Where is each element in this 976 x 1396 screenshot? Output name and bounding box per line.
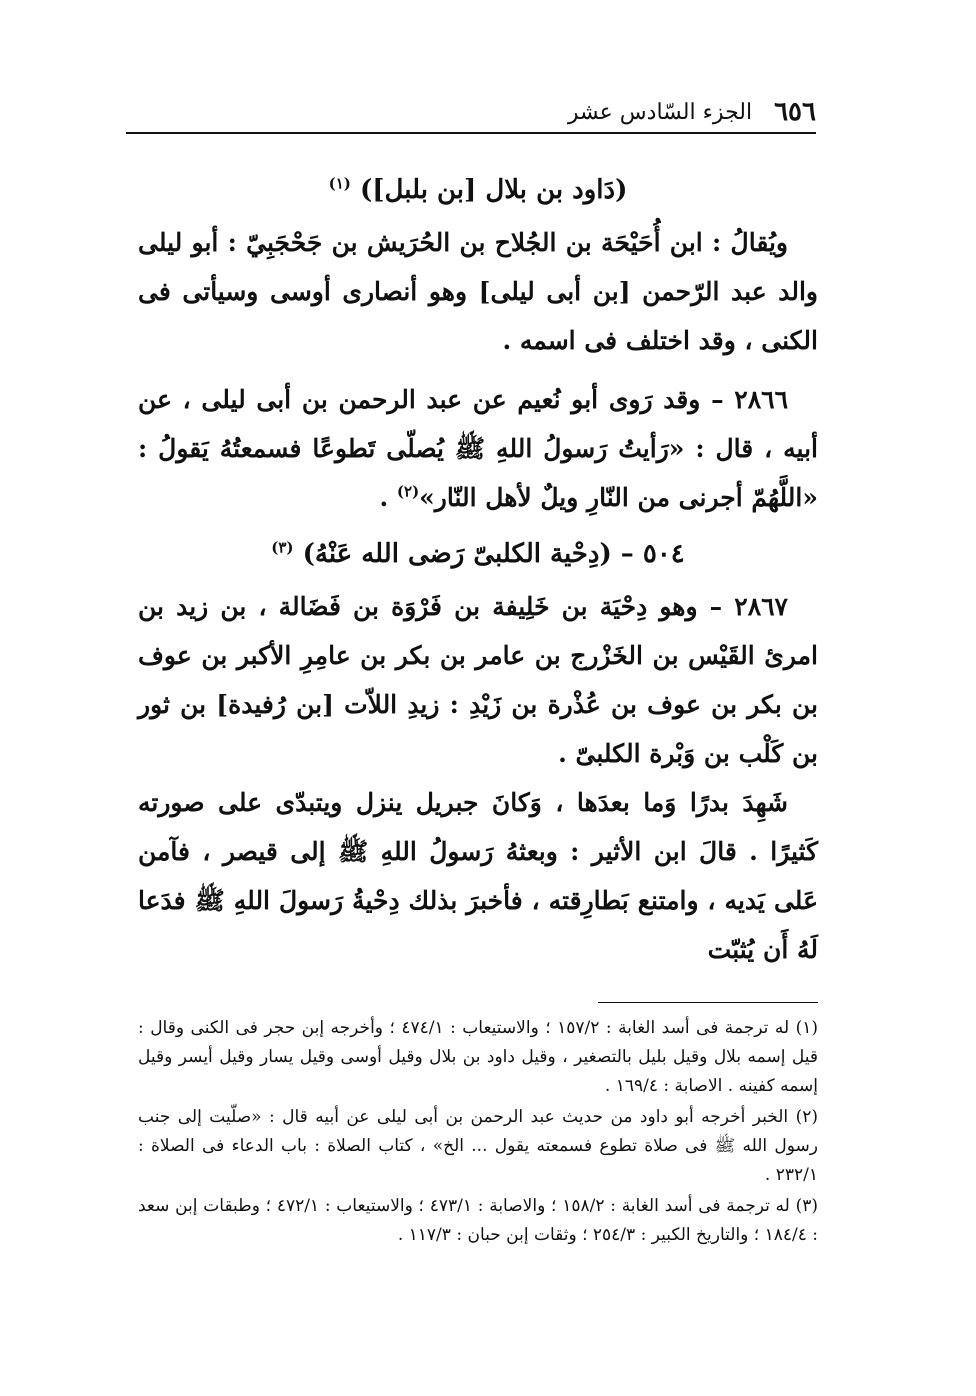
- entry-heading-dawud: [138, 168, 818, 212]
- entry-heading-dawud-text: (دَاود بن بلال [بن بلبل]): [359, 175, 628, 205]
- footnote-ref-1: (١): [328, 174, 351, 193]
- spacer: [138, 365, 818, 375]
- footnote-ref-2: (٢): [396, 482, 420, 501]
- hadith-2866: [138, 375, 818, 522]
- running-header: [126, 92, 816, 134]
- hadith-number-2867: ٢٨٦٧: [734, 592, 788, 621]
- footnotes: [138, 1014, 818, 1252]
- entry-heading-dihya: [138, 532, 818, 576]
- paragraph-dawud-lineage: ويُقالُ : ابن أُحَيْحَة بن الجُلاح بن الحُرَيش بن جَحْجَبِيّ : أبو ليلى والد عبد الرّحمن [بن أبى ليلى] وهو أنصارى أوسى وسيأتى فى الكنى ، وقد اختلف فى اسمه .: [138, 228, 818, 355]
- entry-heading-dihya-text: ٥٠٤ – (دِحْية الكلبىّ رَضى الله عَنْهُ): [302, 539, 685, 569]
- footnote-3: (٣) له ترجمة فى أسد الغابة : ١٥٨/٢ ؛ والاصابة : ٤٧٣/١ ؛ والاستيعاب : ٤٧٢/١ ؛ وطبقات إبن سعد : ١٨٤/٤ ؛ والتاريخ الكبير : ٢٥٤/٣ ؛ وثقات إبن حبان : ١١٧/٣ .: [138, 1196, 819, 1245]
- footnote-ref-3: (٣): [271, 538, 294, 557]
- running-title: الجزء السّادس عشر: [567, 99, 753, 125]
- hadith-number-2866: ٢٨٦٦: [734, 385, 788, 414]
- footnote-2: (٢) الخبر أخرجه أبو داود من حديث عبد الرحمن بن أبى ليلى عن أبيه قال : «صلّيت إلى جنب رسول الله ﷺ فى صلاة تطوع فسمعته يقول ... الخ» ، كتاب الصلاة : باب الدعاء فى الصلاة : ٢٣٢/١ .: [138, 1107, 818, 1185]
- main-text: [138, 168, 818, 974]
- paragraph-dihya-biography: شَهِدَ بدرًا وَما بعدَها ، وَكانَ جبريل ينزل ويتبدّى على صورته كَثيرًا . قالَ ابن الأثير : وبعثهُ رَسولُ اللهِ ﷺ إلى قيصر ، فآمن عَلى يَديه ، وامتنع بَطارِقته ، فأخبرَ بذلك دِحْيةُ رَسولَ اللهِ ﷺ فدَعا لَهُ أَن يُثبّت: [138, 788, 818, 964]
- spacer: [138, 522, 818, 532]
- hadith-2866-end: .: [379, 483, 397, 512]
- page-number: ٦٥٦: [774, 97, 816, 127]
- hadith-2867: [138, 582, 818, 778]
- hadith-2867-text: – وهو دِحْيَة بن خَلِيفة بن فَرْوَة بن فَضَالة ، بن زيد بن امرئ القَيْس بن الخَزْرج بن عامر بن بكر بن عامِرِ الأكبر بن عوف بن بكر بن عوف بن عُذْرة بن زَيْدِ : زيدِ اللاّت [بن رُفيدة] بن ثور بن كَلْب بن وَبْرة الكلبىّ .: [138, 592, 818, 768]
- footnote-separator: [598, 1002, 818, 1003]
- footnote-1: (١) له ترجمة فى أسد الغابة : ١٥٧/٢ ؛ والاستيعاب : ٤٧٤/١ ؛ وأخرجه إبن حجر فى الكنى وقال : قيل إسمه بلال وقيل بليل بالتصغير ، وقيل داود بن بلال وقيل أوسى وقيل يسار وقيل أيسر وقيل إسمه كفينه . الاصابة : ١٦٩/٤ .: [138, 1018, 819, 1096]
- hadith-2866-text: – وقد رَوى أبو نُعيم عن عبد الرحمن بن أبى ليلى ، عن أبيه ، قال : «رَأيتُ رَسولُ اللهِ ﷺ يُصلّى تَطوعًا فسمعتُهُ يَقولُ : «اللَّهُمّ أجرنى من النّارِ ويلٌ لأهل النّار»: [138, 385, 818, 512]
